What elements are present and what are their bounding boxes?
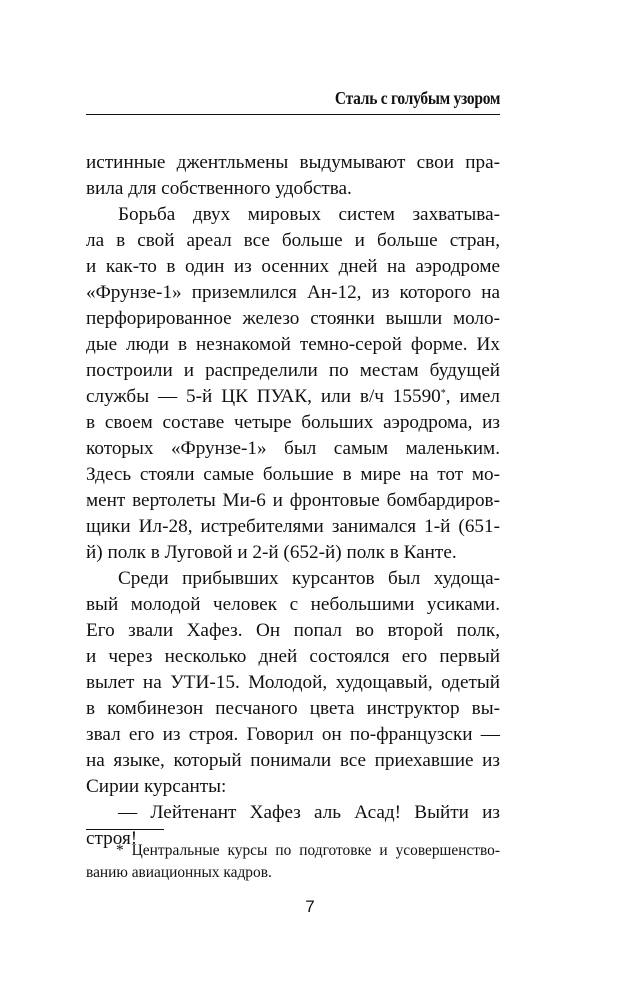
running-head	[86, 88, 500, 115]
footnote	[86, 840, 500, 884]
running-head-title: Сталь с голубым узором	[334, 88, 500, 108]
text-line: строя!	[86, 828, 138, 849]
body-text	[86, 150, 500, 852]
text-fragment: , имел	[445, 386, 500, 407]
text-line: на языке, который понимали все приехавшие из	[86, 750, 500, 771]
text-line: й) полк в Луговой и 2-й (652-й) полк в Канте.	[86, 542, 457, 563]
page-number: 7	[305, 897, 315, 916]
footnote-marker: *	[440, 388, 446, 399]
text-fragment: службы — 5-й ЦК ПУАК, или в/ч 15590	[86, 386, 441, 407]
text-line: перфорированное железо стоянки вышли моло-	[86, 308, 500, 329]
text-line: в комбинезон песчаного цвета инструктор вы-	[86, 698, 500, 719]
text-line: ла в свой ареал все больше и больше стран,	[86, 230, 500, 251]
text-line: Борьба двух мировых систем захватыва-	[118, 204, 500, 225]
text-line: мент вертолеты Ми-6 и фронтовые бомбардиров-	[86, 490, 500, 511]
text-line: Его звали Хафез. Он попал во второй полк,	[86, 620, 500, 641]
text-line: дые люди в незнакомой темно-серой форме. Их	[86, 334, 500, 355]
text-line: построили и распределили по местам будущей	[86, 360, 500, 381]
text-line: вый молодой человек с небольшими усиками.	[86, 594, 500, 615]
text-line: Здесь стояли самые большие в мире на тот мо-	[86, 464, 500, 485]
footnote-divider	[86, 829, 164, 830]
text-line: вылет на УТИ-15. Молодой, худощавый, одетый	[86, 672, 500, 693]
text-line: и как-то в один из осенних дней на аэродроме	[86, 256, 500, 277]
text-line: в своем составе четыре больших аэродрома, из	[86, 412, 500, 433]
text-line: вила для собственного удобства.	[86, 178, 352, 199]
text-line: Сирии курсанты:	[86, 776, 227, 797]
footnote-line: * Центральные курсы по подготовке и усовершенство-	[116, 842, 500, 859]
text-line: щики Ил-28, истребителями занимался 1-й (651-	[86, 516, 500, 537]
text-line: звал его из строя. Говорил он по-французски —	[86, 724, 500, 745]
text-line: «Фрунзе-1» приземлился Ан-12, из которого на	[86, 282, 500, 303]
text-line: истинные джентльмены выдумывают свои пра-	[86, 152, 500, 173]
text-line: которых «Фрунзе-1» был самым маленьким.	[86, 438, 500, 459]
text-line: — Лейтенант Хафез аль Асад! Выйти из	[118, 802, 500, 823]
text-line: Среди прибывших курсантов был худоща-	[118, 568, 500, 589]
text-line: и через несколько дней состоялся его первый	[86, 646, 500, 667]
footnote-line: ванию авиационных кадров.	[86, 864, 272, 881]
text-line-with-footnote	[86, 384, 500, 410]
